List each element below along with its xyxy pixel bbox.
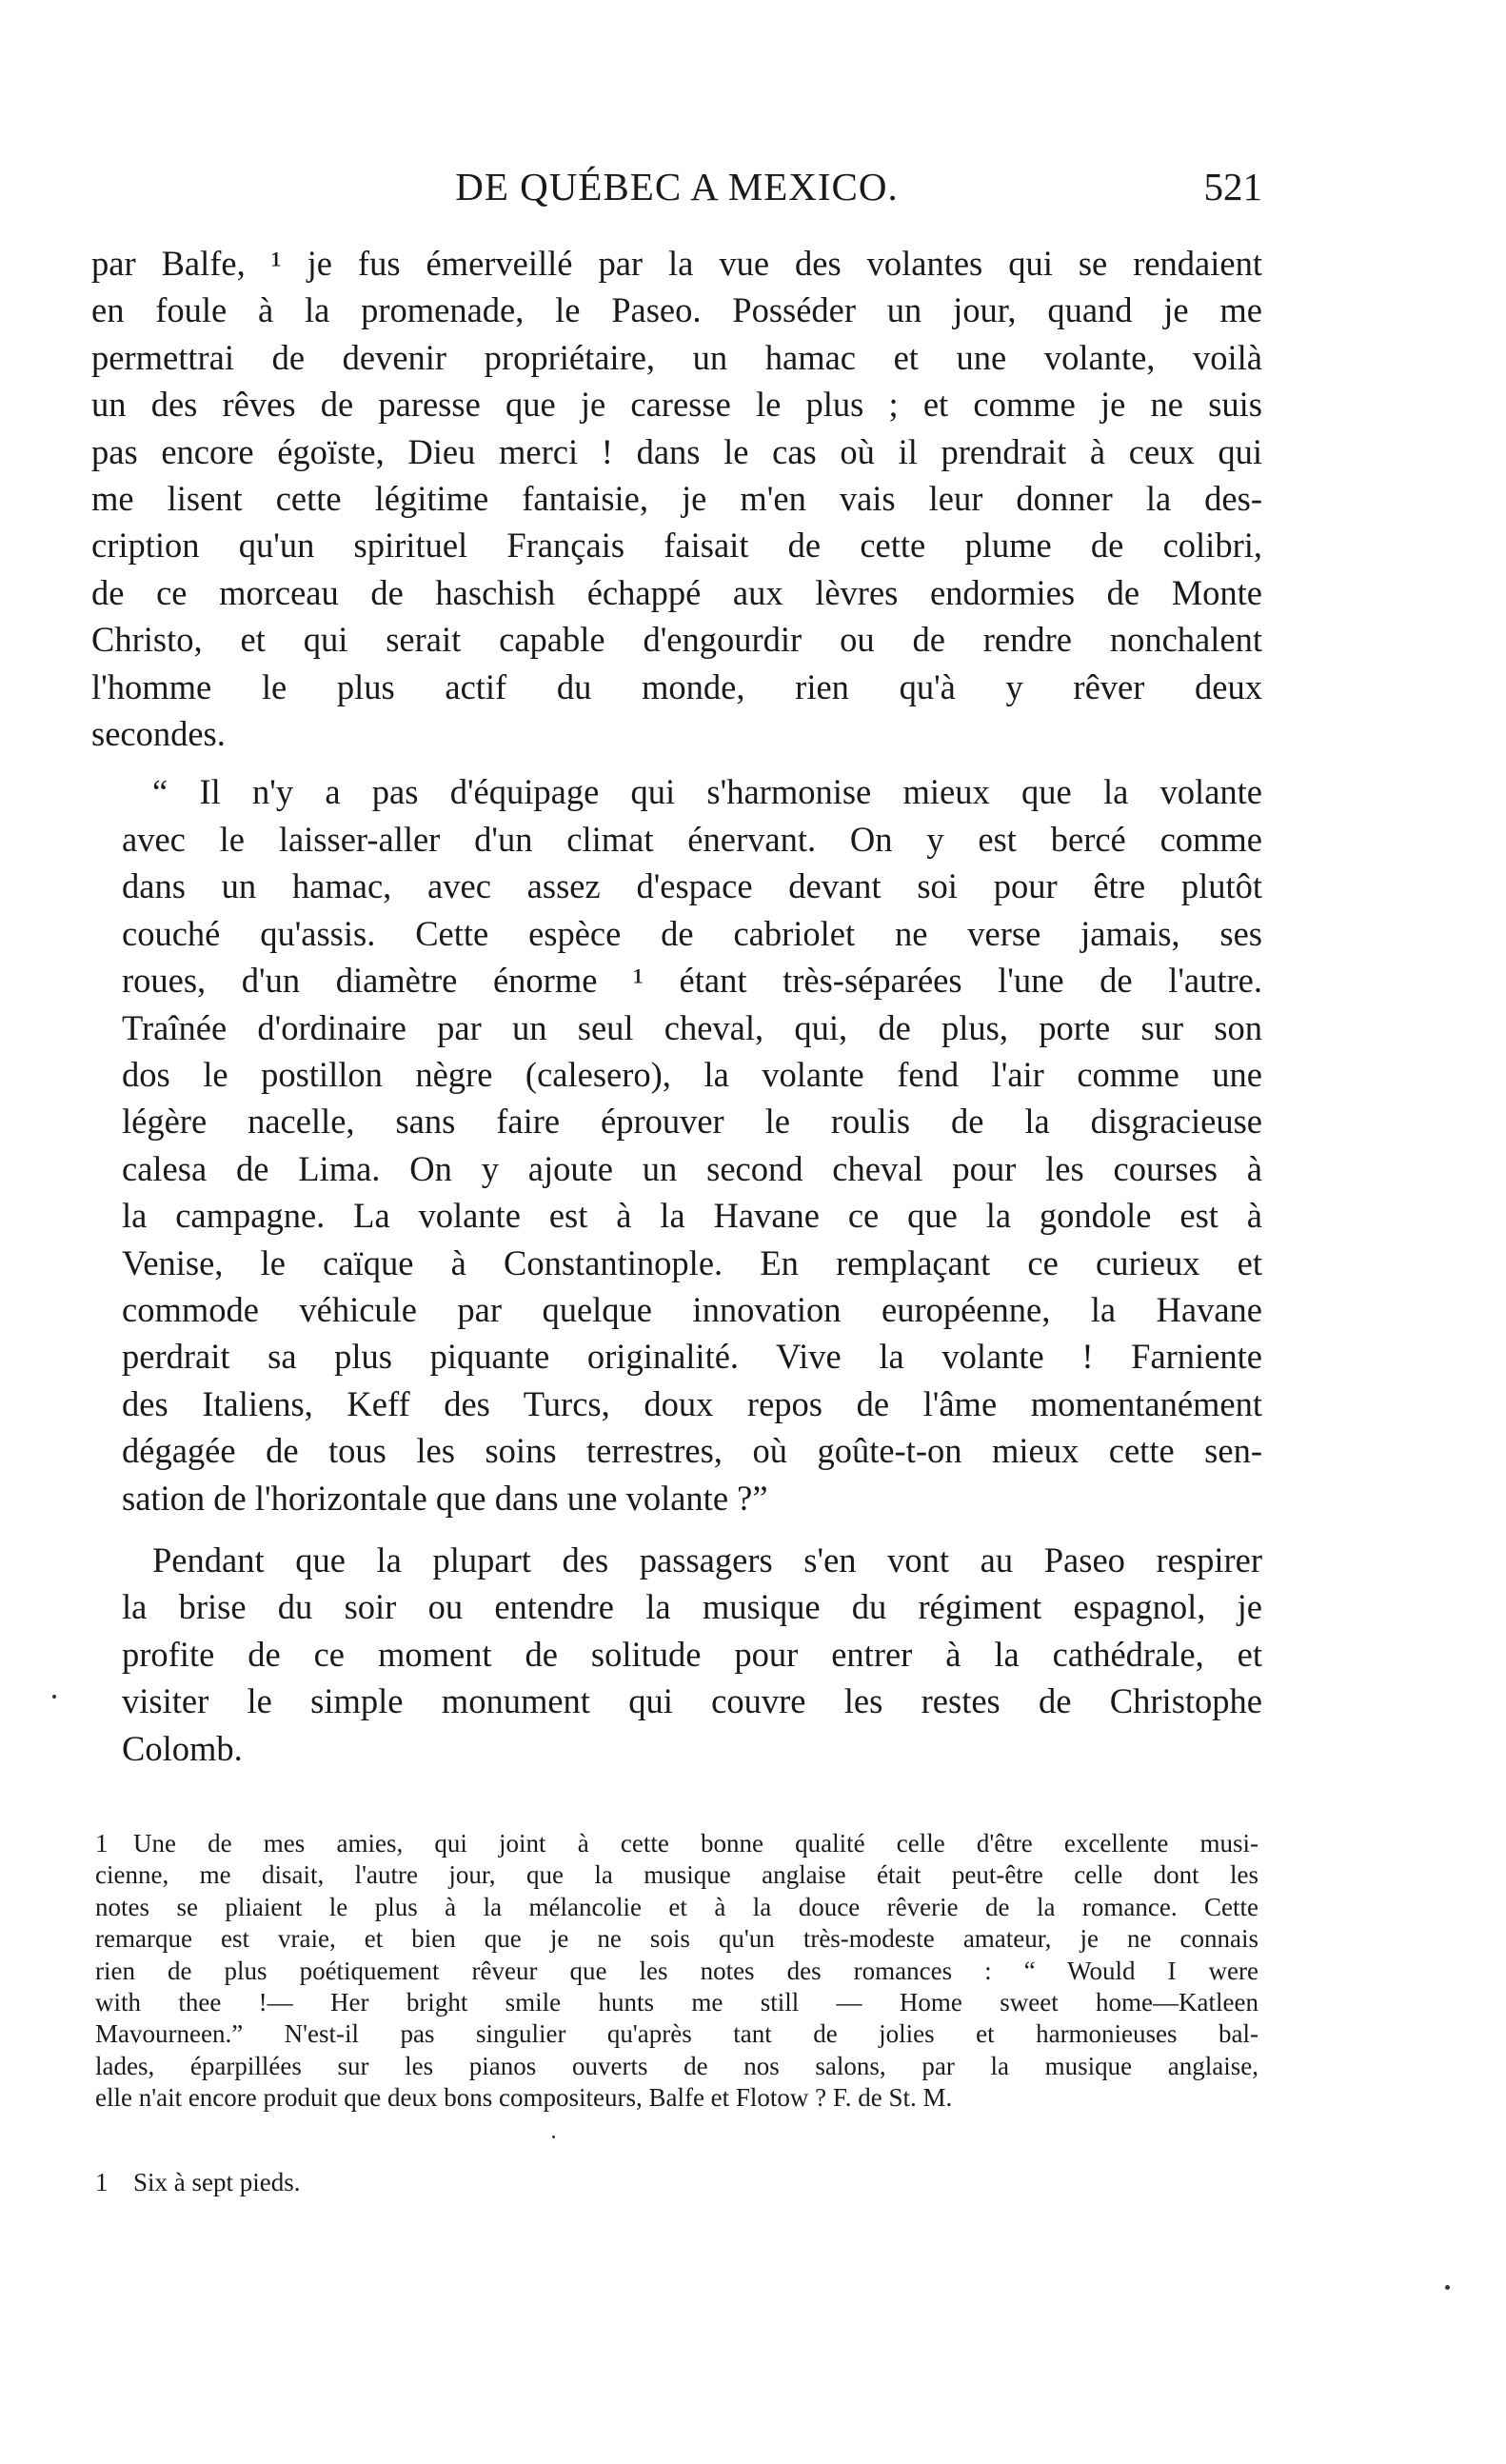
footnote-line bbox=[95, 2167, 1258, 2198]
footnote-marker: 1 bbox=[95, 2168, 109, 2196]
paragraph-3 bbox=[91, 1537, 1262, 1772]
footnote-line: notes se pliaient le plus à la mélancolie et à la douce rêverie de la romance. Cette bbox=[95, 1892, 1258, 1921]
ink-speck bbox=[552, 2136, 555, 2138]
footnote-line bbox=[95, 1828, 1258, 1859]
text-line: Pendant que la plupart des passagers s'en vont au Paseo respirer bbox=[152, 1540, 1262, 1580]
running-head bbox=[91, 164, 1262, 213]
text-line: calesa de Lima. On y ajoute un second cheval pour les courses à bbox=[122, 1148, 1262, 1188]
text-line: commode véhicule par quelque innovation européenne, la Havane bbox=[122, 1289, 1262, 1329]
footnote-1 bbox=[95, 1828, 1258, 2115]
text-line: pas encore égoïste, Dieu merci ! dans le cas où il prendrait à ceux qui bbox=[91, 431, 1262, 471]
page-number: 521 bbox=[1203, 165, 1262, 209]
footnote-text: Six à sept pieds. bbox=[133, 2168, 301, 2196]
text-line: profite de ce moment de solitude pour entrer à la cathédrale, et bbox=[122, 1634, 1262, 1674]
text-line: en foule à la promenade, le Paseo. Posséder un jour, quand je me bbox=[91, 290, 1262, 330]
footnote-2 bbox=[95, 2167, 1258, 2198]
text-line: par Balfe, ¹ je fus émerveillé par la vue des volantes qui se rendaient bbox=[91, 244, 1262, 283]
text-line: “ Il n'y a pas d'équipage qui s'harmonise mieux que la volante bbox=[152, 772, 1262, 812]
text-line: perdrait sa plus piquante originalité. Vive la volante ! Farniente bbox=[122, 1337, 1262, 1377]
text-line: Traînée d'ordinaire par un seul cheval, qui, de plus, porte sur son bbox=[122, 1007, 1262, 1047]
text-line: permettrai de devenir propriétaire, un hamac et une volante, voilà bbox=[91, 337, 1262, 377]
body-text bbox=[91, 240, 1262, 1772]
text-line: l'homme le plus actif du monde, rien qu'à y rêver deux bbox=[91, 666, 1262, 706]
text-line: Colomb. bbox=[122, 1728, 243, 1768]
text-line: visiter le simple monument qui couvre les restes de Christophe bbox=[122, 1681, 1262, 1721]
footnote-line: remarque est vraie, et bien que je ne sois qu'un très-modeste amateur, je ne connais bbox=[95, 1924, 1258, 1954]
text-line: des Italiens, Keff des Turcs, doux repos de l'âme momentanément bbox=[122, 1383, 1262, 1423]
text-line: un des rêves de paresse que je caresse le plus ; et comme je ne suis bbox=[91, 385, 1262, 425]
text-line: me lisent cette légitime fantaisie, je m'en vais leur donner la des- bbox=[91, 479, 1262, 519]
page-title: DE QUÉBEC A MEXICO. bbox=[455, 165, 899, 209]
footnote-line: Mavourneen.” N'est-il pas singulier qu'après tant de jolies et harmonieuses bal- bbox=[95, 2019, 1258, 2049]
footnote-line: cienne, me disait, l'autre jour, que la musique anglaise était peut-être celle dont les bbox=[95, 1860, 1258, 1890]
text-line: couché qu'assis. Cette espèce de cabriolet ne verse jamais, ses bbox=[122, 913, 1262, 953]
ink-speck bbox=[52, 1695, 56, 1699]
text-line: Venise, le caïque à Constantinople. En remplaçant ce curieux et bbox=[122, 1242, 1262, 1282]
paragraph-1 bbox=[91, 240, 1262, 757]
text-line: dos le postillon nègre (calesero), la volante fend l'air comme une bbox=[122, 1054, 1262, 1094]
text-line: la campagne. La volante est à la Havane ce que la gondole est à bbox=[122, 1196, 1262, 1236]
text-line: dégagée de tous les soins terrestres, où goûte-t-on mieux cette sen- bbox=[122, 1431, 1262, 1471]
text-line: roues, d'un diamètre énorme ¹ étant très-séparées l'une de l'autre. bbox=[122, 961, 1262, 1001]
footnote-text: Une de mes amies, qui joint à cette bonne qualité celle d'être excellente musi- bbox=[133, 1829, 1258, 1858]
text-line: cription qu'un spirituel Français faisait de cette plume de colibri, bbox=[91, 526, 1262, 566]
ink-speck bbox=[1445, 2285, 1450, 2290]
text-line: avec le laisser-aller d'un climat énervant. On y est bercé comme bbox=[122, 819, 1262, 859]
footnote-line: rien de plus poétiquement rêveur que les notes des romances : “ Would I were bbox=[95, 1956, 1258, 1985]
text-line: la brise du soir ou entendre la musique du régiment espagnol, je bbox=[122, 1587, 1262, 1627]
text-line: Christo, et qui serait capable d'engourdir ou de rendre nonchalent bbox=[91, 620, 1262, 660]
text-line: dans un hamac, avec assez d'espace devant soi pour être plutôt bbox=[122, 866, 1262, 906]
footnote-line: elle n'ait encore produit que deux bons compositeurs, Balfe et Flotow ? F. de St. M. bbox=[95, 2083, 953, 2113]
text-line: sation de l'horizontale que dans une volante ?” bbox=[122, 1478, 768, 1518]
text-line: de ce morceau de haschish échappé aux lèvres endormies de Monte bbox=[91, 572, 1262, 612]
footnote-line: lades, éparpillées sur les pianos ouverts de nos salons, par la musique anglaise, bbox=[95, 2051, 1258, 2080]
text-line: légère nacelle, sans faire éprouver le roulis de la disgracieuse bbox=[122, 1102, 1262, 1142]
text-line: secondes. bbox=[91, 714, 226, 754]
paragraph-2-quote bbox=[91, 768, 1262, 1521]
footnote-line: with thee !— Her bright smile hunts me still — Home sweet home—Katleen bbox=[95, 1988, 1258, 2017]
footnote-marker: 1 bbox=[95, 1829, 109, 1858]
